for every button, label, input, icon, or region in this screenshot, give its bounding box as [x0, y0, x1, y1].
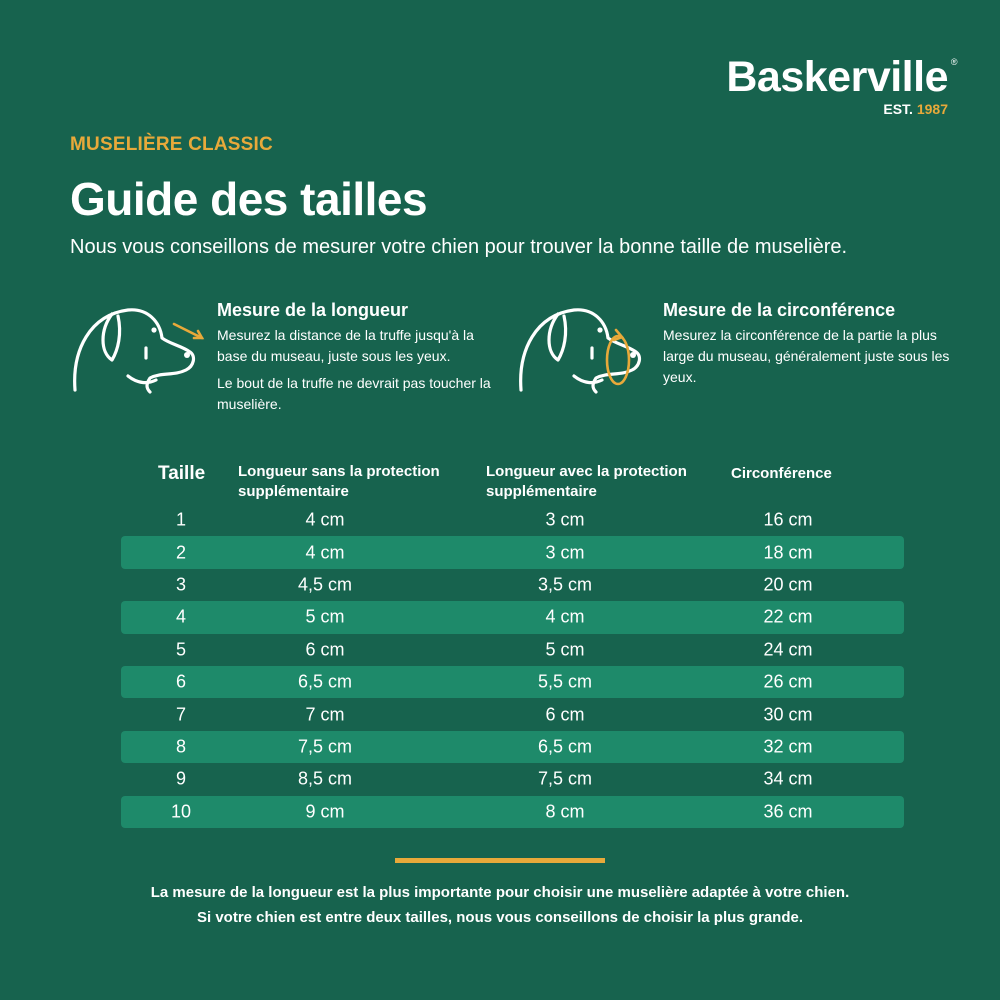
footer-line-2: Si votre chien est entre deux tailles, nous vous conseillons de choisir la plus grande.	[196, 909, 803, 926]
cell-length-with: 6 cm	[545, 704, 585, 725]
table-row	[121, 569, 904, 601]
cell-circumference: 30 cm	[763, 704, 813, 725]
table-row	[121, 763, 904, 795]
cell-length-with: 5 cm	[545, 639, 585, 660]
cell-length-without: 5 cm	[305, 606, 345, 627]
length-measure-note: Le bout de la truffe ne devrait pas toucher la muselière.	[217, 375, 491, 412]
cell-size: 5	[175, 639, 187, 660]
cell-circumference: 20 cm	[763, 574, 813, 595]
length-measure-title: Mesure de la longueur	[217, 300, 409, 320]
registered-mark: ®	[950, 57, 957, 67]
table-row	[121, 796, 904, 828]
circumference-measure-block	[516, 300, 953, 400]
cell-length-with: 3,5 cm	[537, 574, 593, 595]
cell-circumference: 34 cm	[763, 768, 813, 789]
header-length-with: Longueur avec la protection supplémentaire	[486, 463, 687, 500]
cell-length-with: 6,5 cm	[537, 736, 593, 757]
cell-circumference: 36 cm	[763, 801, 813, 822]
cell-size: 3	[175, 574, 187, 595]
product-name: MUSELIÈRE CLASSIC	[70, 134, 273, 155]
cell-length-without: 4,5 cm	[297, 574, 353, 595]
cell-size: 10	[170, 801, 192, 822]
cell-length-without: 8,5 cm	[297, 768, 353, 789]
cell-circumference: 22 cm	[763, 606, 813, 627]
footer-line-1: La mesure de la longueur est la plus importante pour choisir une muselière adaptée à votre chien.	[150, 884, 850, 901]
header-size: Taille	[158, 463, 206, 484]
header-length-without: Longueur sans la protection supplémentaire	[238, 463, 440, 500]
cell-length-with: 4 cm	[545, 606, 585, 627]
table-row	[121, 634, 904, 666]
table-row	[121, 731, 904, 763]
brand-name: Baskerville ®	[726, 53, 957, 101]
table-header	[121, 460, 904, 506]
cell-length-with: 5,5 cm	[537, 671, 593, 692]
footer-divider	[395, 858, 605, 863]
cell-length-without: 4 cm	[305, 542, 345, 563]
cell-circumference: 18 cm	[763, 542, 813, 563]
cell-size: 7	[175, 704, 187, 725]
page-subtitle: Nous vous conseillons de mesurer votre chien pour trouver la bonne taille de muselière.	[70, 236, 848, 258]
size-table	[121, 460, 904, 828]
brand-year: 1987	[916, 101, 948, 117]
cell-circumference: 16 cm	[763, 509, 813, 530]
header-circumference: Circonférence	[731, 465, 832, 482]
circumference-measure-title: Mesure de la circonférence	[663, 300, 896, 320]
cell-circumference: 26 cm	[763, 671, 813, 692]
cell-length-without: 6,5 cm	[297, 671, 353, 692]
length-measure-block	[70, 300, 507, 415]
cell-size: 1	[175, 509, 187, 530]
cell-length-without: 6 cm	[305, 639, 345, 660]
cell-size: 9	[175, 768, 187, 789]
table-row	[121, 698, 904, 730]
table-row	[121, 536, 904, 568]
cell-length-with: 3 cm	[545, 509, 585, 530]
circumference-measure-text	[663, 300, 953, 400]
cell-circumference: 24 cm	[763, 639, 813, 660]
dog-muzzle-length-icon	[70, 300, 205, 400]
table-row	[121, 601, 904, 633]
cell-length-with: 7,5 cm	[537, 768, 593, 789]
page-title: Guide des tailles	[70, 173, 428, 225]
dog-muzzle-circumference-icon	[516, 300, 651, 400]
cell-size: 8	[175, 736, 187, 757]
cell-size: 2	[175, 542, 187, 563]
cell-length-with: 8 cm	[545, 801, 585, 822]
circumference-measure-description: Mesurez la circonférence de la partie la plus large du museau, généralement juste sous les yeux.	[663, 327, 950, 385]
cell-size: 6	[175, 671, 187, 692]
cell-length-without: 7 cm	[305, 704, 345, 725]
cell-circumference: 32 cm	[763, 736, 813, 757]
length-measure-text	[217, 300, 507, 415]
brand-logo	[726, 53, 957, 117]
cell-length-without: 7,5 cm	[297, 736, 353, 757]
length-measure-description: Mesurez la distance de la truffe jusqu'à la base du museau, juste sous les yeux.	[217, 327, 474, 364]
brand-established: EST. 1987	[883, 101, 948, 117]
cell-length-without: 4 cm	[305, 509, 345, 530]
table-row	[121, 504, 904, 536]
footer-note	[0, 880, 1000, 930]
table-body	[121, 504, 904, 828]
cell-size: 4	[175, 606, 187, 627]
cell-length-with: 3 cm	[545, 542, 585, 563]
table-row	[121, 666, 904, 698]
cell-length-without: 9 cm	[305, 801, 345, 822]
